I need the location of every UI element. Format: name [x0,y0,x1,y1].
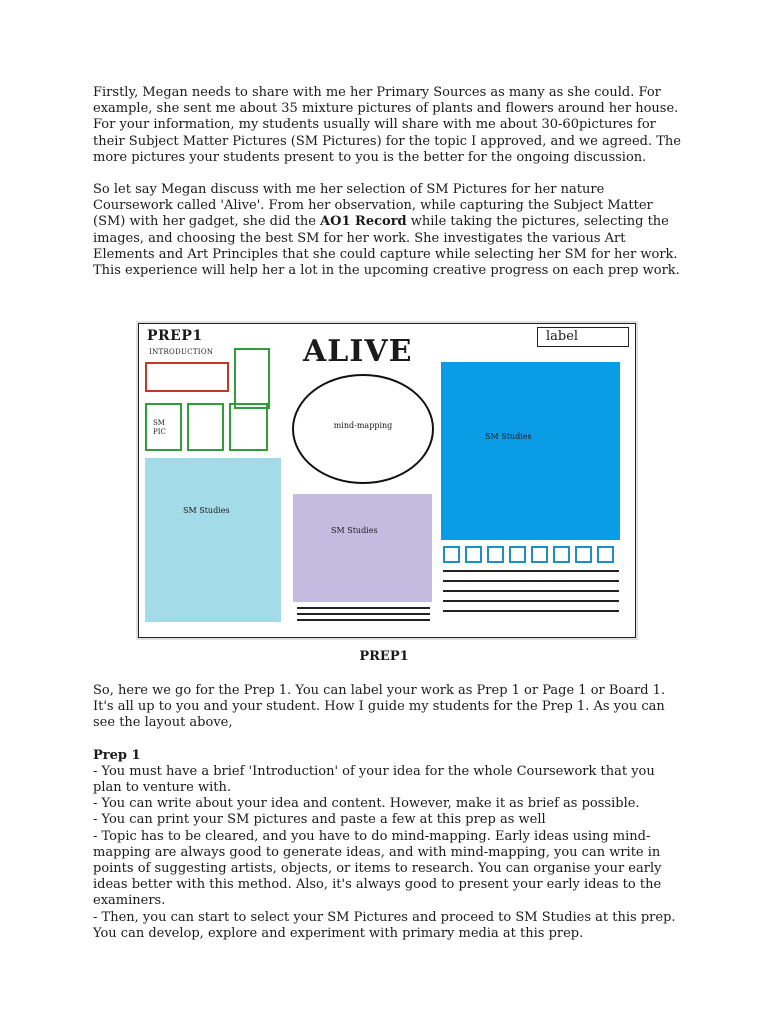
figure-label-box: label [537,327,629,347]
thumbnail-square [597,546,614,563]
pic-frame-top [234,348,270,409]
sm-studies-label: SM Studies [183,506,230,515]
figure-prep-title: PREP1 [147,328,203,344]
text-line [297,613,430,615]
text-line [443,590,619,592]
figure-alive-title: ALIVE [303,334,413,369]
sm-studies-panel-center [293,494,432,602]
mind-mapping-label: mind-mapping [333,421,393,430]
bullet-item: - Then, you can start to select your SM Pictures and proceed to SM Studies at this prep. You can develop, explore and experiment with primary media at this prep. [93,909,676,941]
mind-mapping-circle [292,374,434,484]
ao1-record-bold: AO1 Record [320,214,407,230]
text-line [443,580,619,582]
figure-caption: PREP1 [359,649,409,664]
thumbnail-square [509,546,526,563]
text-line [443,570,619,572]
paragraph-text: while taking the pictures, selecting the images, and choosing the best SM for her work. She investigates the various Art Elements and Art Principles that she could capture while selecting her SM for her work. This experience will help her a lot in the upcoming creative progress on each prep work. [93,214,680,279]
thumbnail-square [575,546,592,563]
thumbnail-square [465,546,482,563]
pic-frame [187,403,224,451]
text-line [297,607,430,609]
sm-studies-panel-right [441,362,620,540]
prep1-layout-figure [138,323,636,638]
article-body [93,85,683,319]
bullet-item: - You can write about your idea and content. However, make it as brief as possible. [93,796,640,812]
figure-introduction-label: INTRODUCTION [149,348,214,356]
sm-studies-label: SM Studies [485,432,532,441]
prep1-heading: Prep 1 [93,747,141,763]
sm-studies-label: SM Studies [331,526,378,535]
text-line [443,610,619,612]
thumbnail-square [443,546,460,563]
bullet-item: - Topic has to be cleared, and you have to do mind-mapping. Early ideas using mind-mapping are always good to generate ideas, and with mind-mapping, you can write in points of suggesting artists, objects, or items to research. You can organise your early ideas better with this method. Also, it's always good to present your early ideas to the examiners. [93,828,662,909]
sm-studies-panel-left [145,458,281,622]
bullet-item: - You must have a brief 'Introduction' of your idea for the whole Coursework that you plan to venture with. [93,763,655,796]
thumbnail-square [487,546,504,563]
paragraph-prep1-intro: So, here we go for the Prep 1. You can label your work as Prep 1 or Page 1 or Board 1. It's all up to you and your student. How I guide my students for the Prep 1. As you can see the layout above, [93,683,666,731]
pic-frame [229,403,268,451]
paragraph-text: So let say Megan discuss with me her selection of SM Pictures for her nature Coursework called 'Alive'. From her observation, while capturing the Subject Matter (SM) with her gadget, she did the [93,182,653,230]
text-line [443,600,619,602]
thumbnail-square [531,546,548,563]
paragraph-primary-sources: Firstly, Megan needs to share with me her Primary Sources as many as she could. For example, she sent me about 35 mixture pictures of plants and flowers around her house. For your information, my students usually will share with me about 30-60pictures for their Subject Matter Pictures (SM Pictures) for the topic I approved, and we agreed. The more pictures your students present to you is the better for the ongoing discussion. [93,85,681,165]
text-line [297,619,430,621]
bullet-item: - You can print your SM pictures and paste a few at this prep as well [93,812,546,828]
thumbnail-square [553,546,570,563]
introduction-box [145,362,229,392]
article-body-continued [93,683,683,942]
paragraph-sm-pictures [93,182,683,279]
sm-pic-frame [145,403,182,451]
sm-pic-label: SM PIC [153,419,166,436]
